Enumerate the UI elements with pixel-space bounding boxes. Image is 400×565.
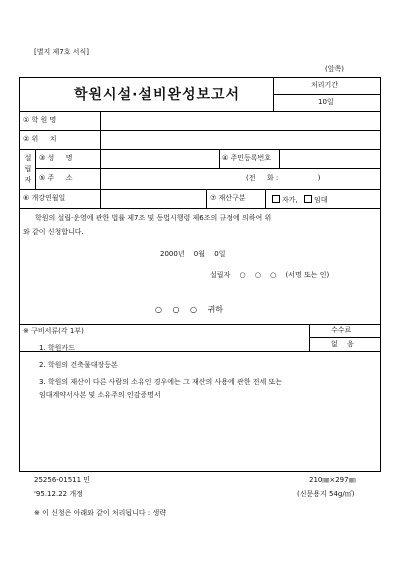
application-date: 2000년 0월 0일 [160,250,226,258]
resident-no-label: ④ 주민등록번호 [222,154,272,162]
academy-name-label: ① 학 원 명 [23,116,57,124]
required-docs-header: ※ 구비서류(각 1부) [23,327,84,335]
page-side-label: (앞쪽) [325,65,344,73]
open-date-field[interactable] [101,190,205,207]
address-field[interactable] [101,169,380,188]
form-code: 25256-01511 민 [34,476,91,484]
founder-group-divider [35,149,36,189]
processing-period-value: 10일 [318,98,334,106]
property-type-label: ⑦ 재산구분 [210,194,246,202]
doc-item-1: 1. 학원카드 [39,344,75,352]
fee-value: 없 음 [331,340,354,348]
revision-date: '95.12.22 개정 [34,490,83,498]
own-checkbox[interactable] [272,195,280,203]
paper-size: 210㎜×297㎜ [309,476,356,484]
paper-spec: (신문용지 54g/㎡) [297,490,355,498]
academy-name-field[interactable] [101,112,380,129]
processing-period-label: 처리기간 [311,81,339,89]
applicant-signature: 설립자 ○ ○ ○ (서명 또는 인) [210,271,330,279]
founder-group-label: 설립자 [24,154,32,184]
docs-top-line [19,324,381,325]
row-line [19,208,381,209]
resident-no-field[interactable] [280,150,380,167]
name-label: ③ 성 명 [39,154,73,162]
statement-line-1: 학원의 설립·운영에 관한 법률 제7조 및 동법시행령 제6조의 규정에 의하여 위 [35,214,272,222]
fee-row-line [309,337,381,338]
processing-note: ※ 이 신청은 아래와 같이 처리됩니다 : 생략 [34,509,166,517]
lease-option-label: 임대 [313,196,328,204]
phone-label: (전 화 : ) [246,174,321,182]
doc-item-3-continued: 임대계약서사본 및 소유주의 인감증명서 [39,391,161,399]
name-field[interactable] [101,150,218,167]
property-options [272,195,328,204]
form-label: [별지 제7호 서식] [34,48,89,56]
processing-divider [273,94,381,95]
doc-item-2: 2. 학원의 건축물대장등본 [39,361,118,369]
lease-checkbox[interactable] [304,195,312,203]
fee-label: 수수료 [331,326,352,334]
addressee: ○ ○ ○ 귀하 [155,305,224,314]
location-label: ② 위 치 [23,135,57,143]
form-title: 학원시설·설비완성보고서 [74,87,241,103]
statement-line-2: 와 같이 신청합니다. [23,228,84,236]
own-option-label: 자가, [282,196,298,204]
open-date-divider [206,189,207,208]
name-divider [219,149,220,168]
location-field[interactable] [101,131,380,148]
doc-item-3: 3. 학원의 재산이 다른 사람의 소유인 경우에는 그 재산의 사용에 관한 전세 또는 [39,378,283,386]
property-divider [265,189,266,208]
address-label: ⑤ 주 소 [39,174,73,182]
open-date-label: ⑥ 개강연월일 [23,194,66,202]
